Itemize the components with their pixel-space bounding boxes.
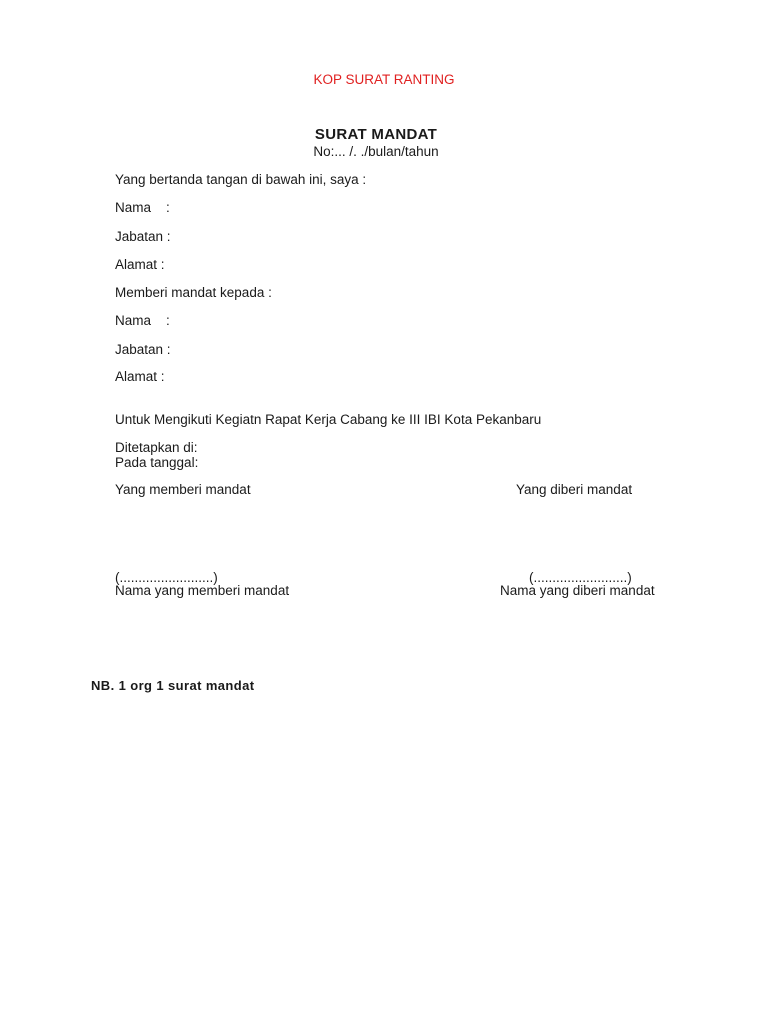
letter-number: No:... /. ./bulan/tahun [313,144,439,159]
giver-signature-heading: Yang memberi mandat [115,482,251,497]
date-label: Pada tanggal: [115,455,199,470]
receiver-signature-heading: Yang diberi mandat [516,482,633,497]
receiver-signature-line: (.........................) [529,570,632,585]
letterhead-placeholder: KOP SURAT RANTING [313,72,455,87]
giver-position-label: Jabatan : [115,229,171,244]
giver-address-label: Alamat : [115,257,165,272]
receiver-signature-name: Nama yang diberi mandat [500,583,655,598]
note-text: NB. 1 org 1 surat mandat [91,678,255,693]
intro-text: Yang bertanda tangan di bawah ini, saya : [115,172,367,187]
giver-name-label: Nama : [115,200,170,215]
letter-title: SURAT MANDAT [314,126,438,143]
receiver-address-label: Alamat : [115,369,165,384]
giver-signature-name: Nama yang memberi mandat [115,583,290,598]
mandate-to-text: Memberi mandat kepada : [115,285,272,300]
receiver-position-label: Jabatan : [115,342,171,357]
receiver-name-label: Nama : [115,313,170,328]
place-label: Ditetapkan di: [115,440,198,455]
purpose-text: Untuk Mengikuti Kegiatn Rapat Kerja Cabang ke III IBI Kota Pekanbaru [115,412,542,427]
giver-signature-line: (.........................) [115,570,218,585]
